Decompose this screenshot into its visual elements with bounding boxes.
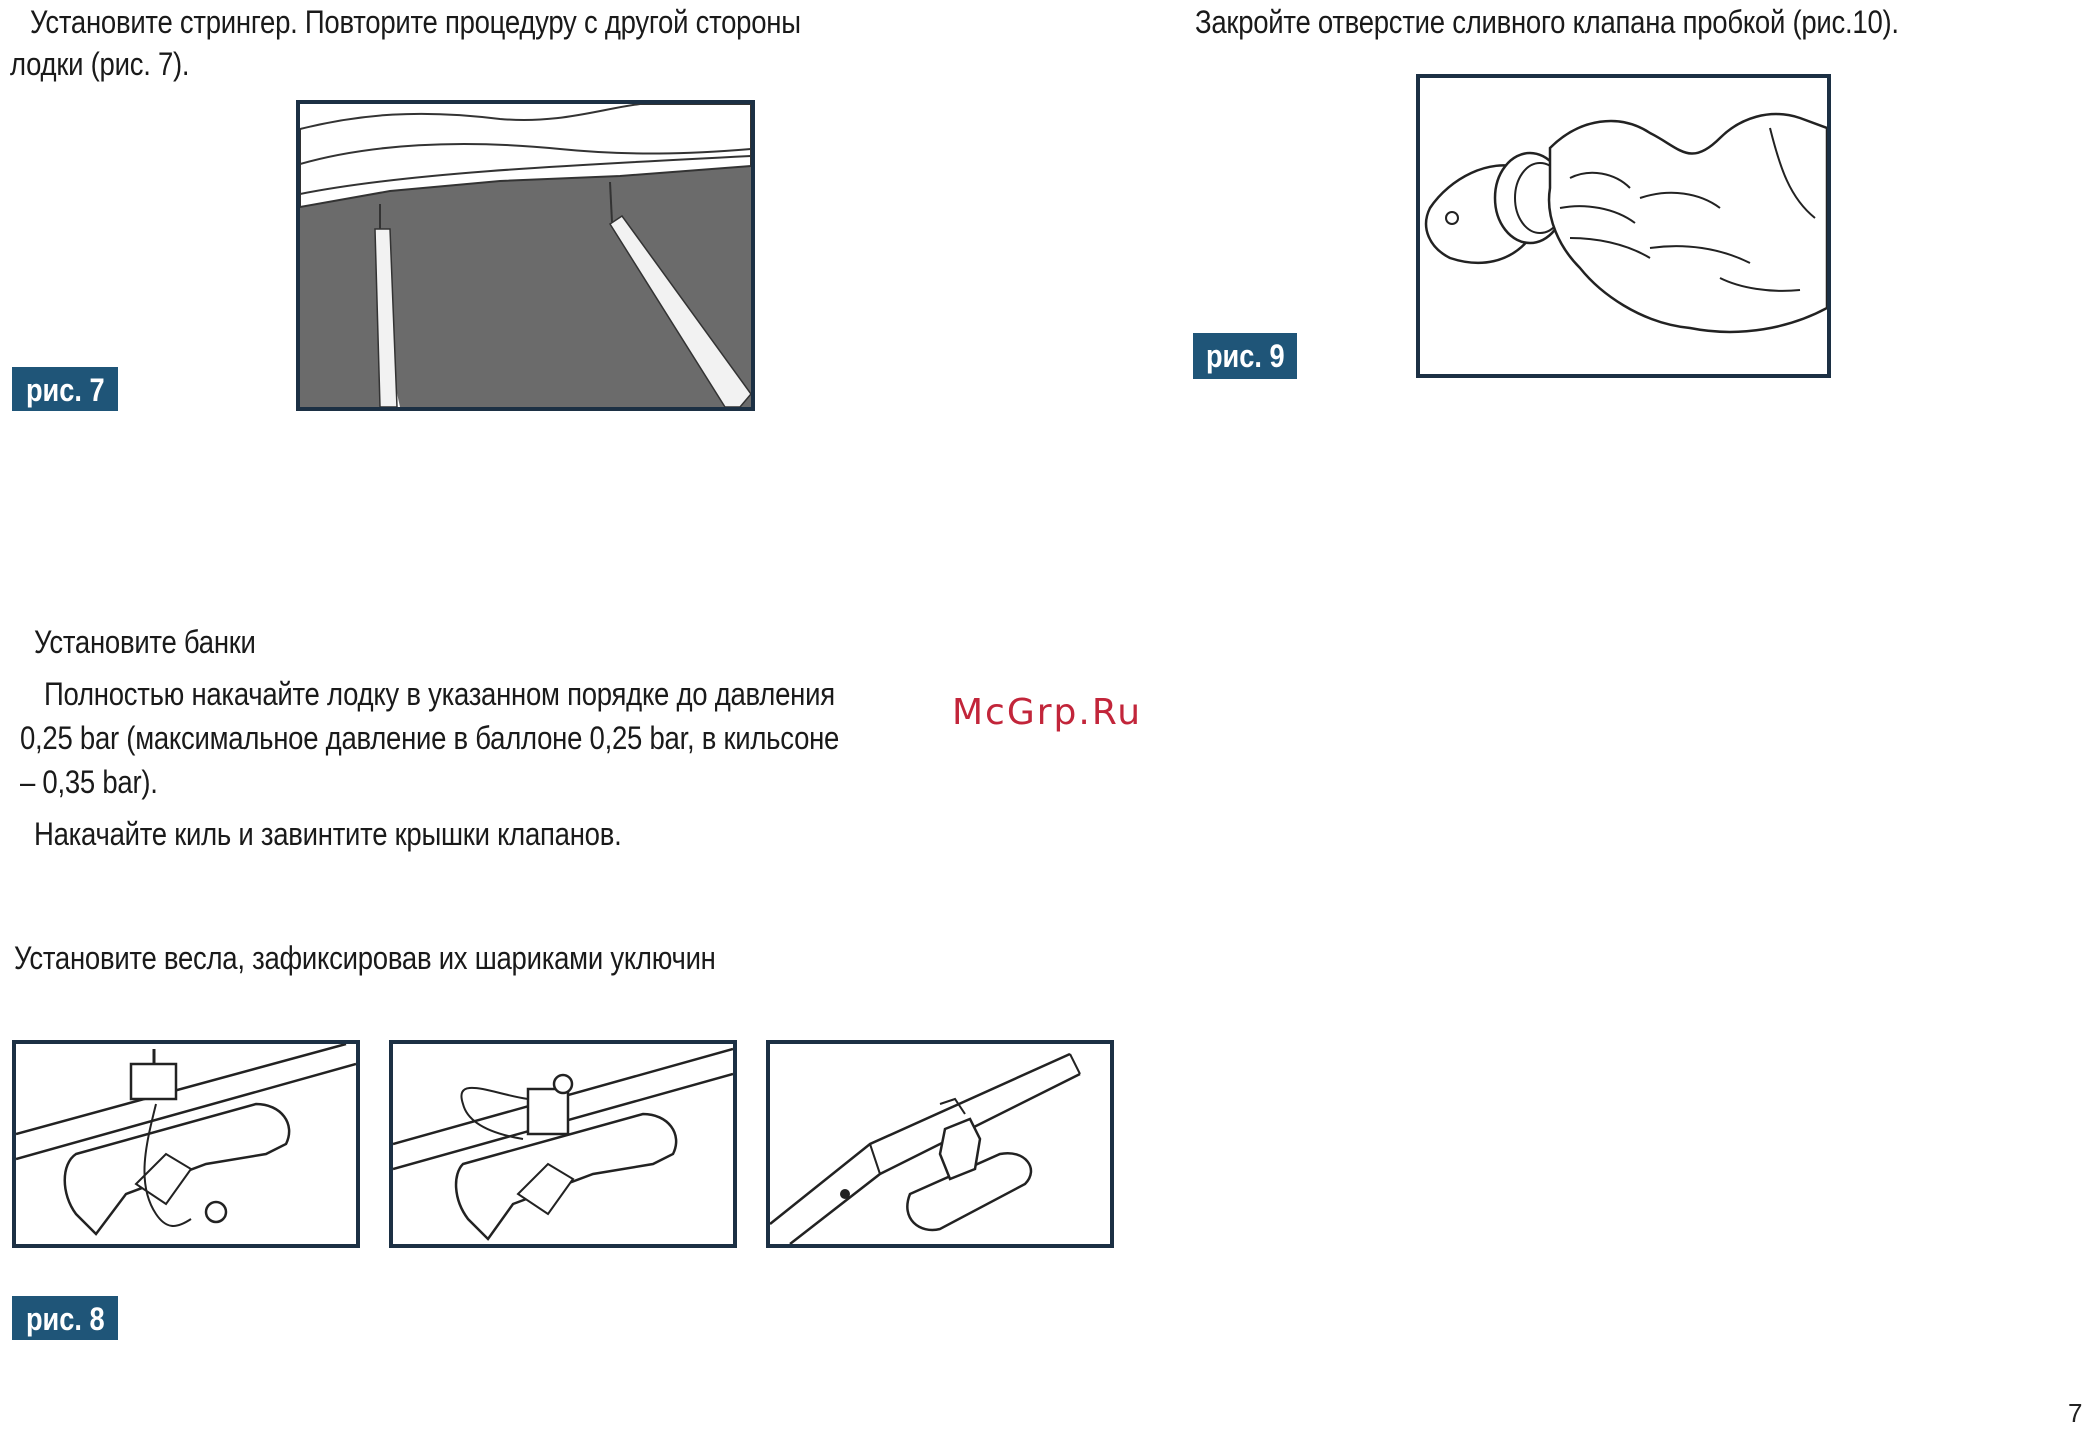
- figure-8-oarlock-step-2: [389, 1040, 737, 1248]
- page-number: 7: [2068, 1398, 2083, 1428]
- drain-plug-drawing: [1420, 78, 1827, 374]
- figure-9-label: рис. 9: [1193, 333, 1297, 379]
- stringer-drawing: [300, 104, 751, 407]
- install-seats-heading: Установите банки: [34, 624, 256, 660]
- install-oars-instruction: Установите весла, зафиксировав их шариками уключин: [14, 940, 716, 976]
- figure-7-stringer-illustration: [296, 100, 755, 411]
- inflate-keel-instruction: Накачайте киль и завинтите крышки клапанов.: [34, 816, 622, 852]
- inflate-instruction-line2: 0,25 bar (максимальное давление в баллоне 0,25 bar, в кильсоне: [20, 720, 840, 756]
- figure-8-oarlock-step-1: [12, 1040, 360, 1248]
- figure-9-drain-plug-illustration: [1416, 74, 1831, 378]
- watermark: McGrp.Ru: [952, 692, 1143, 733]
- inflate-instruction-line3: – 0,35 bar).: [20, 764, 158, 800]
- figure-8-label: рис. 8: [12, 1296, 118, 1340]
- drain-plug-instruction: Закройте отверстие сливного клапана пробкой (рис.10).: [1195, 4, 1899, 40]
- inflate-instruction-line1: Полностью накачайте лодку в указанном порядке до давления: [44, 676, 835, 712]
- stringer-instruction-line2: лодки (рис. 7).: [10, 46, 190, 82]
- oarlock-step-3-drawing: [770, 1044, 1110, 1244]
- stringer-instruction-line1: Установите стрингер. Повторите процедуру с другой стороны: [30, 4, 801, 40]
- oarlock-step-2-drawing: [393, 1044, 733, 1244]
- oarlock-step-1-drawing: [16, 1044, 356, 1244]
- figure-8-oarlock-step-3: [766, 1040, 1114, 1248]
- figure-7-label: рис. 7: [12, 367, 118, 411]
